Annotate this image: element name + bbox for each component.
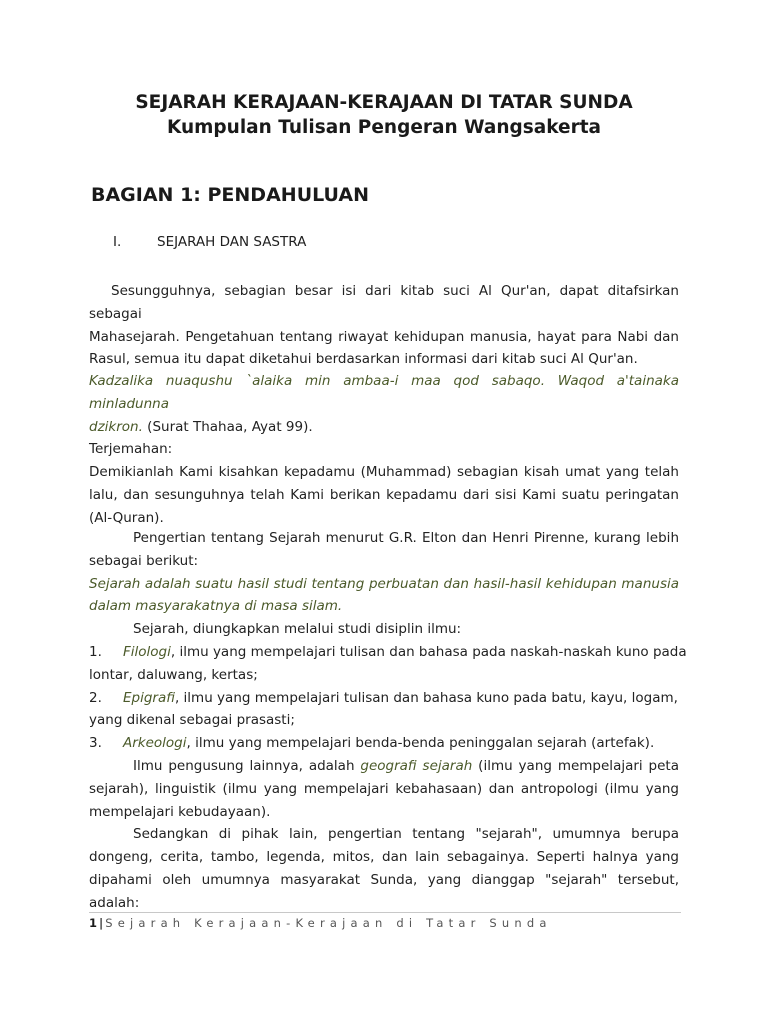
paragraph-definition (89, 527, 687, 915)
paragraph-line: dipahami oleh umumnya masyarakat Sunda, yang dianggap "sejarah" tersebut, adalah: (89, 871, 679, 911)
paragraph-line: Mahasejarah. Pengetahuan tentang riwayat kehidupan manusia, hayat para Nabi dan (89, 328, 679, 345)
list-continuation: yang dikenal sebagai prasasti; (89, 712, 295, 729)
document-title: SEJARAH KERAJAAN-KERAJAAN DI TATAR SUNDA (135, 92, 633, 113)
paragraph-line: sejarah), linguistik (ilmu yang mempelajari kebahasaan) dan antropologi (ilmu yang (89, 780, 679, 797)
running-footer-text: Sejarah Kerajaan-Kerajaan di Tatar Sunda (105, 916, 552, 930)
paragraph-line: mempelajari kebudayaan). (89, 803, 271, 820)
paragraph-line: dongeng, cerita, tambo, legenda, mitos, dan lain sebagainya. Seperti halnya yang (89, 849, 679, 866)
document-subtitle: Kumpulan Tulisan Pengeran Wangsakerta (166, 117, 602, 138)
quote-italic: dzikron. (89, 418, 143, 435)
translation-label: Terjemahan: (89, 441, 173, 458)
section-heading: BAGIAN 1: PENDAHULUAN (91, 184, 369, 206)
page-footer (89, 916, 552, 930)
list-text: , ilmu yang mempelajari tulisan dan bahasa pada naskah-naskah kuno pada (170, 643, 687, 660)
list-continuation: lontar, daluwang, kertas; (89, 666, 258, 683)
translation-line: (Al-Quran). (89, 509, 164, 526)
translation-line: Demikianlah Kami kisahkan kepadamu (Muhammad) sebagian kisah umat yang telah (89, 464, 679, 481)
list-number: 2. (89, 689, 102, 706)
inline-term: geografi sejarah (360, 757, 473, 774)
list-term: Arkeologi (123, 735, 187, 752)
footer-separator: | (99, 916, 104, 930)
list-item (89, 687, 679, 710)
list-item (89, 732, 679, 755)
paragraph-line: Sesungguhnya, sebagian besar isi dari kitab suci Al Qur'an, dapat ditafsirkan sebagai (89, 283, 679, 322)
paragraph-line: Rasul, semua itu dapat diketahui berdasarkan informasi dari kitab suci Al Qur'an. (89, 351, 638, 368)
list-term: Filologi (123, 643, 171, 660)
paragraph-line: sebagai berikut: (89, 552, 199, 569)
paragraph-line: Sedangkan di pihak lain, pengertian tentang "sejarah", umumnya berupa (133, 826, 679, 843)
list-number: 1. (89, 643, 102, 660)
quote-line (89, 416, 679, 439)
page-number: 1 (89, 916, 98, 930)
subsection-heading (113, 234, 306, 250)
list-number: 3. (89, 735, 102, 752)
subsection-label: SEJARAH DAN SASTRA (157, 234, 307, 250)
paragraph-line: Sejarah, diungkapkan melalui studi disiplin ilmu: (133, 621, 462, 638)
list-text: , ilmu yang mempelajari benda-benda peninggalan sejarah (artefak). (186, 735, 655, 752)
footer-rule (89, 912, 681, 913)
paragraph-intro (89, 280, 679, 371)
paragraph-line: Ilmu pengusung lainnya, adalah geografi sejarah (ilmu yang mempelajari peta (133, 757, 679, 774)
title-block (0, 90, 768, 140)
definition-line: dalam masyarakatnya di masa silam. (89, 598, 343, 615)
list-text: , ilmu yang mempelajari tulisan dan bahasa kuno pada batu, kayu, logam, (174, 689, 678, 706)
translation-line: lalu, dan sesunguhnya telah Kami berikan kepadamu dari sisi Kami suatu peringatan (89, 486, 679, 503)
quran-quote (89, 370, 679, 530)
list-item (89, 641, 687, 664)
quote-reference: (Surat Thahaa, Ayat 99). (142, 418, 313, 435)
paragraph-line: Pengertian tentang Sejarah menurut G.R. Elton dan Henri Pirenne, kurang lebih (133, 530, 679, 546)
definition-line: Sejarah adalah suatu hasil studi tentang perbuatan dan hasil-hasil kehidupan manusia (89, 575, 679, 592)
quote-line: Kadzalika nuaqushu `alaika min ambaa-i maa qod sabaqo. Waqod a'tainaka minladunna (89, 373, 679, 412)
subsection-number: I. (113, 234, 122, 250)
list-term: Epigrafi (123, 689, 175, 706)
